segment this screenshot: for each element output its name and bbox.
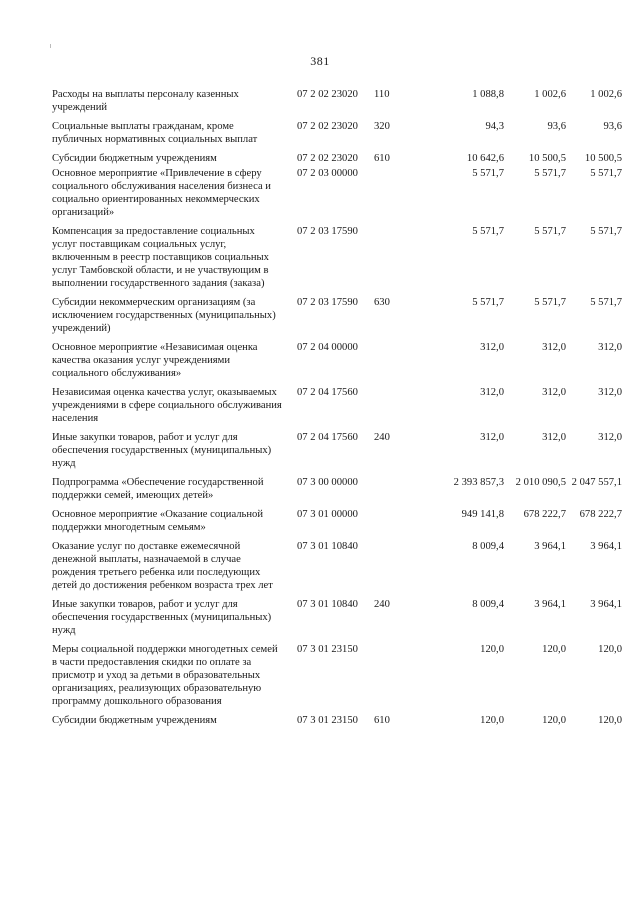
target-code: 07 3 01 10840 (297, 541, 358, 552)
table-row (52, 386, 622, 425)
table-row (52, 167, 622, 219)
value-year-1: 120,0 (480, 644, 504, 655)
value-year-2: 312,0 (542, 387, 566, 398)
value-year-2: 5 571,7 (534, 297, 566, 308)
table-row (52, 152, 622, 165)
budget-table (52, 88, 622, 733)
table-row (52, 714, 622, 727)
row-name: Расходы на выплаты персоналу казенных учреждений (52, 89, 239, 113)
row-name: Иные закупки товаров, работ и услуг для обеспечения государственных (муниципальных) нужд (52, 599, 272, 636)
expense-type: 630 (374, 297, 390, 308)
target-code: 07 2 02 23020 (297, 89, 358, 100)
value-year-2: 312,0 (542, 432, 566, 443)
value-year-1: 120,0 (480, 715, 504, 726)
table-row (52, 120, 622, 146)
expense-type: 240 (374, 432, 390, 443)
value-year-1: 8 009,4 (472, 541, 504, 552)
value-year-1: 949 141,8 (461, 509, 504, 520)
value-year-1: 5 571,7 (472, 226, 504, 237)
row-name: Социальные выплаты гражданам, кроме публичных нормативных социальных выплат (52, 121, 258, 145)
target-code: 07 2 03 00000 (297, 168, 358, 179)
value-year-2: 120,0 (542, 644, 566, 655)
target-code: 07 3 01 23150 (297, 644, 358, 655)
value-year-3: 1 002,6 (590, 89, 622, 100)
target-code: 07 2 03 17590 (297, 297, 358, 308)
row-name: Иные закупки товаров, работ и услуг для обеспечения государственных (муниципальных) нужд (52, 432, 272, 469)
value-year-1: 312,0 (480, 432, 504, 443)
value-year-2: 120,0 (542, 715, 566, 726)
row-name: Основное мероприятие «Оказание социальной поддержки многодетным семьям» (52, 509, 264, 533)
row-name: Субсидии некоммерческим организациям (за исключением государственных (муниципальных) учреждений) (52, 297, 276, 334)
table-row (52, 540, 622, 592)
target-code: 07 2 04 00000 (297, 342, 358, 353)
value-year-3: 120,0 (598, 644, 622, 655)
value-year-1: 10 642,6 (466, 153, 504, 164)
value-year-1: 8 009,4 (472, 599, 504, 610)
row-name: Подпрограмма «Обеспечение государственной поддержки семей, имеющих детей» (52, 477, 264, 501)
row-name: Независимая оценка качества услуг, оказываемых учреждениями в сфере социального обслуживания населения (52, 387, 282, 424)
value-year-2: 93,6 (547, 121, 566, 132)
row-name: Основное мероприятие «Независимая оценка качества оказания услуг учреждениями социального обслуживания» (52, 342, 258, 379)
expense-type: 610 (374, 715, 390, 726)
value-year-3: 5 571,7 (590, 297, 622, 308)
value-year-2: 10 500,5 (528, 153, 566, 164)
value-year-2: 2 010 090,5 (515, 477, 566, 488)
target-code: 07 3 01 23150 (297, 715, 358, 726)
value-year-3: 3 964,1 (590, 541, 622, 552)
target-code: 07 2 02 23020 (297, 153, 358, 164)
row-name: Субсидии бюджетным учреждениям (52, 153, 217, 164)
row-name: Основное мероприятие «Привлечение в сферу социального обслуживания населения бизнеса и социально ориентированных некоммерческих организаций» (52, 168, 271, 218)
value-year-3: 312,0 (598, 342, 622, 353)
value-year-2: 5 571,7 (534, 168, 566, 179)
value-year-1: 2 393 857,3 (453, 477, 504, 488)
value-year-3: 10 500,5 (584, 153, 622, 164)
table-row (52, 431, 622, 470)
table-row (52, 341, 622, 380)
value-year-2: 1 002,6 (534, 89, 566, 100)
target-code: 07 2 02 23020 (297, 121, 358, 132)
scan-mark (50, 44, 51, 48)
target-code: 07 2 04 17560 (297, 387, 358, 398)
target-code: 07 3 00 00000 (297, 477, 358, 488)
value-year-2: 678 222,7 (523, 509, 566, 520)
value-year-2: 3 964,1 (534, 599, 566, 610)
row-name: Меры социальной поддержки многодетных семей в части предоставления скидки по оплате за присмотр и уход за детьми в образовательных организациях, реализующих образовательную программу дошкольного образования (52, 644, 278, 707)
value-year-3: 5 571,7 (590, 168, 622, 179)
target-code: 07 2 04 17560 (297, 432, 358, 443)
target-code: 07 3 01 00000 (297, 509, 358, 520)
value-year-3: 5 571,7 (590, 226, 622, 237)
table-row (52, 643, 622, 708)
value-year-1: 1 088,8 (472, 89, 504, 100)
table-row (52, 225, 622, 290)
table-row (52, 476, 622, 502)
value-year-3: 120,0 (598, 715, 622, 726)
target-code: 07 2 03 17590 (297, 226, 358, 237)
row-name: Компенсация за предоставление социальных услуг поставщикам социальных услуг, включенным в реестр поставщиков социальных услуг Тамбовской области, и не участвующим в выполнении государственного задания (заказа) (52, 226, 269, 289)
expense-type: 320 (374, 121, 390, 132)
value-year-1: 94,3 (485, 121, 504, 132)
table-row (52, 598, 622, 637)
expense-type: 610 (374, 153, 390, 164)
value-year-1: 312,0 (480, 387, 504, 398)
value-year-2: 5 571,7 (534, 226, 566, 237)
value-year-1: 312,0 (480, 342, 504, 353)
value-year-3: 312,0 (598, 432, 622, 443)
expense-type: 110 (374, 89, 390, 100)
value-year-1: 5 571,7 (472, 168, 504, 179)
value-year-3: 93,6 (603, 121, 622, 132)
value-year-3: 678 222,7 (579, 509, 622, 520)
value-year-1: 5 571,7 (472, 297, 504, 308)
value-year-2: 3 964,1 (534, 541, 566, 552)
page-number: 381 (310, 54, 330, 68)
target-code: 07 3 01 10840 (297, 599, 358, 610)
value-year-3: 3 964,1 (590, 599, 622, 610)
expense-type: 240 (374, 599, 390, 610)
value-year-3: 312,0 (598, 387, 622, 398)
table-row (52, 88, 622, 114)
row-name: Субсидии бюджетным учреждениям (52, 715, 217, 726)
value-year-2: 312,0 (542, 342, 566, 353)
value-year-3: 2 047 557,1 (571, 477, 622, 488)
table-row (52, 296, 622, 335)
table-row (52, 508, 622, 534)
row-name: Оказание услуг по доставке ежемесячной денежной выплаты, назначаемой в случае рождения третьего ребенка или последующих детей до достижения ребенком возраста трех лет (52, 541, 273, 591)
